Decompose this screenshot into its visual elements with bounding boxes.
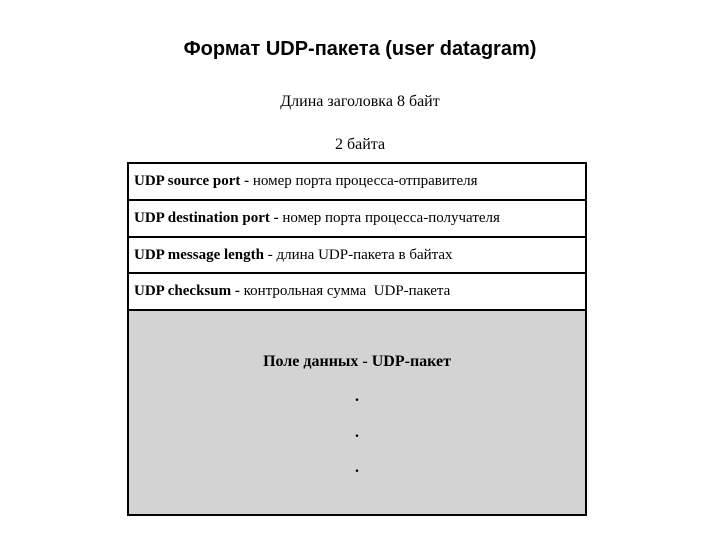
field-source-port	[129, 164, 585, 201]
ellipsis-dot: .	[355, 424, 359, 441]
field-name: UDP message length	[134, 246, 264, 263]
field-separator: -	[231, 283, 244, 299]
field-checksum	[129, 274, 585, 311]
data-field-label: Поле данных - UDP-пакет	[263, 353, 451, 370]
word-size-label: 2 байта	[334, 136, 386, 153]
field-description: номер порта процесса-отправителя	[252, 173, 478, 189]
header-length-label: Длина заголовка 8 байт	[280, 93, 440, 110]
diagram-title: Формат UDP-пакета (user datagram)	[183, 38, 537, 60]
field-name: UDP destination port	[134, 210, 270, 226]
field-description: номер порта процесса-получателя	[282, 210, 500, 226]
field-message-length	[129, 238, 585, 274]
ellipsis-dot: .	[355, 459, 359, 476]
ellipsis-dot: .	[355, 388, 359, 405]
data-field-area	[129, 311, 585, 514]
field-description: контрольная сумма UDP-пакета	[243, 283, 451, 299]
field-separator: -	[240, 173, 253, 189]
field-separator: -	[264, 246, 277, 263]
field-name: UDP source port	[134, 173, 241, 189]
udp-packet-format-table	[127, 162, 587, 516]
field-description: длина UDP-пакета в байтах	[276, 246, 453, 263]
field-destination-port	[129, 201, 585, 238]
field-name: UDP checksum	[134, 283, 232, 299]
field-separator: -	[269, 210, 283, 226]
